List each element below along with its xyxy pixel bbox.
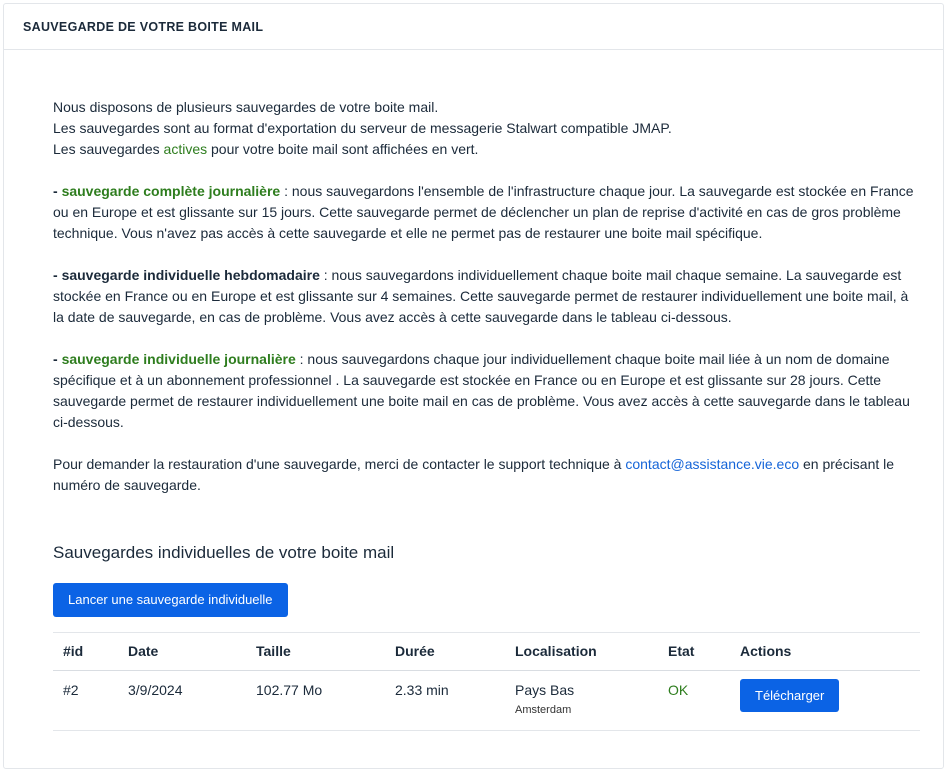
col-state: Etat (658, 633, 730, 671)
col-id: #id (53, 633, 118, 671)
col-size: Taille (246, 633, 385, 671)
backup-dash: - (53, 183, 62, 199)
backup-daily-individual (53, 349, 919, 433)
backup-dash: - (53, 267, 62, 283)
card-header (4, 4, 943, 50)
intro-line-3 (53, 139, 919, 160)
col-actions: Actions (730, 633, 920, 671)
card-body (4, 50, 943, 731)
location-city: Amsterdam (515, 704, 572, 716)
intro-line-1: Nous disposons de plusieurs sauvegardes de votre boite mail. (53, 99, 439, 115)
table-row (53, 671, 920, 731)
cell-size: 102.77 Mo (246, 671, 385, 731)
cell-duration: 2.33 min (385, 671, 505, 731)
active-highlight: actives (163, 141, 208, 157)
backup-name: sauvegarde individuelle journalière (61, 351, 296, 367)
restore-info (53, 454, 919, 496)
backups-table (53, 632, 920, 731)
section-title: Sauvegardes individuelles de votre boite mail (53, 543, 395, 562)
restore-suffix: en précisant le numéro de sauvegarde. (53, 456, 895, 493)
restore-prefix: Pour demander la restauration d'une sauvegarde, merci de contacter le support technique à (53, 456, 626, 472)
backup-description: : nous sauvegardons individuellement chaque boite mail chaque semaine. La sauvegarde est stockée en France ou en Europe et est glissante sur 4 semaines. Cette sauvegarde permet de restaurer individuellement une boite mail, à la date de sauvegarde, en cas de problème. Vous avez accès à cette sauvegarde dans le tableau ci-dessous. (53, 267, 909, 325)
backup-daily-full (53, 181, 919, 244)
support-email-link[interactable]: contact@assistance.vie.eco (625, 456, 800, 472)
backup-dash: - (53, 351, 62, 367)
cell-date: 3/9/2024 (118, 671, 246, 731)
table-header-row (53, 633, 920, 671)
launch-backup-button[interactable]: Lancer une sauvegarde individuelle (53, 583, 288, 617)
cell-location (505, 671, 658, 731)
backup-weekly-individual (53, 265, 919, 328)
cell-actions (730, 671, 920, 731)
intro-line-3-suffix: pour votre boite mail sont affichées en vert. (207, 141, 479, 157)
backup-name: sauvegarde individuelle hebdomadaire (61, 267, 320, 283)
intro-line-3-prefix: Les sauvegardes (53, 141, 164, 157)
col-duration: Durée (385, 633, 505, 671)
backup-description: : nous sauvegardons chaque jour individuellement chaque boite mail liée à un nom de domaine spécifique et à un abonnement professionnel . La sauvegarde est stockée en France ou en Europe et est glissante sur 28 jours. Cette sauvegarde permet de restaurer individuellement une boite mail en cas de problème. Vous avez accès à cette sauvegarde dans le tableau ci-dessous. (53, 351, 910, 430)
col-location: Localisation (505, 633, 658, 671)
col-date: Date (118, 633, 246, 671)
card-title: SAUVEGARDE DE VOTRE BOITE MAIL (23, 19, 264, 34)
cell-id: #2 (53, 671, 118, 731)
backup-description: : nous sauvegardons l'ensemble de l'infrastructure chaque jour. La sauvegarde est stockée en France ou en Europe et est glissante sur 15 jours. Cette sauvegarde permet de déclencher un plan de reprise d'activité en cas de gros problème technique. Vous n'avez pas accès à cette sauvegarde et elle ne permet pas de restaurer une boite mail spécifique. (53, 183, 914, 241)
location-country: Pays Bas (515, 682, 575, 698)
backup-name: sauvegarde complète journalière (61, 183, 281, 199)
intro-line-2: Les sauvegardes sont au format d'exportation du serveur de messagerie Stalwart compatible JMAP. (53, 120, 672, 136)
backup-card (3, 3, 944, 769)
download-button[interactable]: Télécharger (740, 679, 839, 712)
status-badge: OK (658, 671, 730, 731)
